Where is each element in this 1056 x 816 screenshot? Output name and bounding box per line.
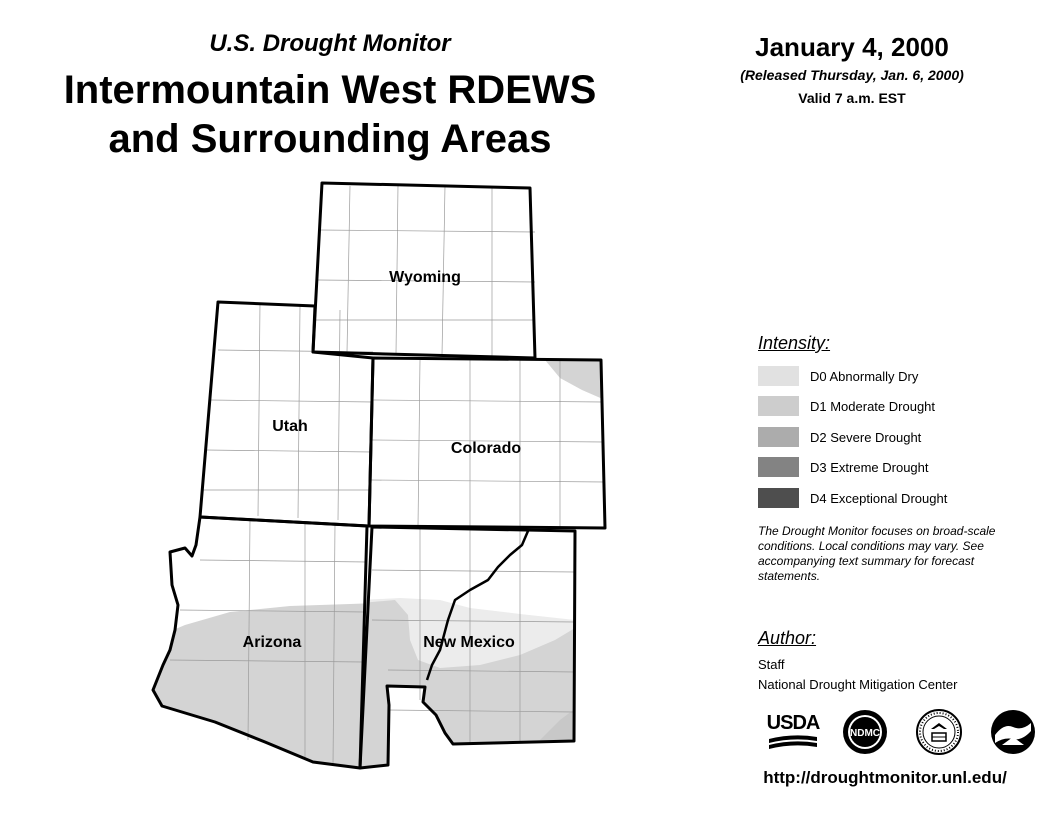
release-date: (Released Thursday, Jan. 6, 2000) (740, 67, 964, 83)
author-heading: Author: (758, 628, 817, 648)
noaa-logo (988, 707, 1038, 757)
state-label-arizona: Arizona (242, 634, 302, 651)
legend-label-d2: D2 Severe Drought (810, 429, 922, 445)
ndmc-logo (840, 707, 890, 757)
state-label-newmexico: New Mexico (423, 634, 515, 651)
legend-swatch-d1 (758, 396, 799, 416)
legend-label-d0: D0 Abnormally Dry (810, 368, 919, 384)
map-title-line1: Intermountain West RDEWS (63, 68, 597, 112)
author-organization: National Drought Mitigation Center (758, 677, 958, 692)
legend-item-d3 (758, 457, 929, 477)
map-date: January 4, 2000 (755, 32, 949, 62)
usda-logo (766, 707, 820, 757)
commerce-seal-icon (916, 709, 962, 755)
map-title-line2: and Surrounding Areas (108, 117, 552, 161)
d0-arizona-area (140, 603, 380, 800)
doc-seal (914, 707, 964, 757)
state-label-utah: Utah (272, 418, 308, 435)
legend-swatch-d4 (758, 488, 799, 508)
author-name: Staff (758, 657, 785, 672)
legend-label-d4: D4 Exceptional Drought (810, 490, 948, 506)
legend-swatch-d3 (758, 457, 799, 477)
ndmc-logo-text: NDMC (850, 728, 880, 739)
valid-time: Valid 7 a.m. EST (798, 90, 906, 106)
legend-item-d1 (758, 396, 935, 416)
legend-swatch-d2 (758, 427, 799, 447)
d1-colorado-area (540, 355, 605, 400)
state-label-wyoming: Wyoming (389, 269, 461, 286)
map-subtitle: U.S. Drought Monitor (209, 30, 451, 57)
usda-swoosh-icon (767, 733, 819, 751)
legend-swatch-d0 (758, 366, 799, 386)
ndmc-logo-icon (842, 709, 888, 755)
state-label-colorado: Colorado (450, 440, 522, 457)
legend-item-d0 (758, 366, 918, 386)
legend-item-d4 (758, 488, 947, 508)
legend-note: The Drought Monitor focuses on broad-scale conditions. Local conditions may vary. See accompanying text summary for forecast statements. (758, 524, 996, 583)
legend-item-d2 (758, 427, 921, 447)
legend-label-d1: D1 Moderate Drought (810, 398, 936, 414)
legend-heading: Intensity: (758, 333, 831, 353)
usda-logo-text: USDA (766, 712, 820, 734)
noaa-logo-icon (990, 709, 1036, 755)
legend-label-d3: D3 Extreme Drought (810, 459, 929, 475)
website-url[interactable]: http://droughtmonitor.unl.edu/ (763, 768, 1007, 787)
